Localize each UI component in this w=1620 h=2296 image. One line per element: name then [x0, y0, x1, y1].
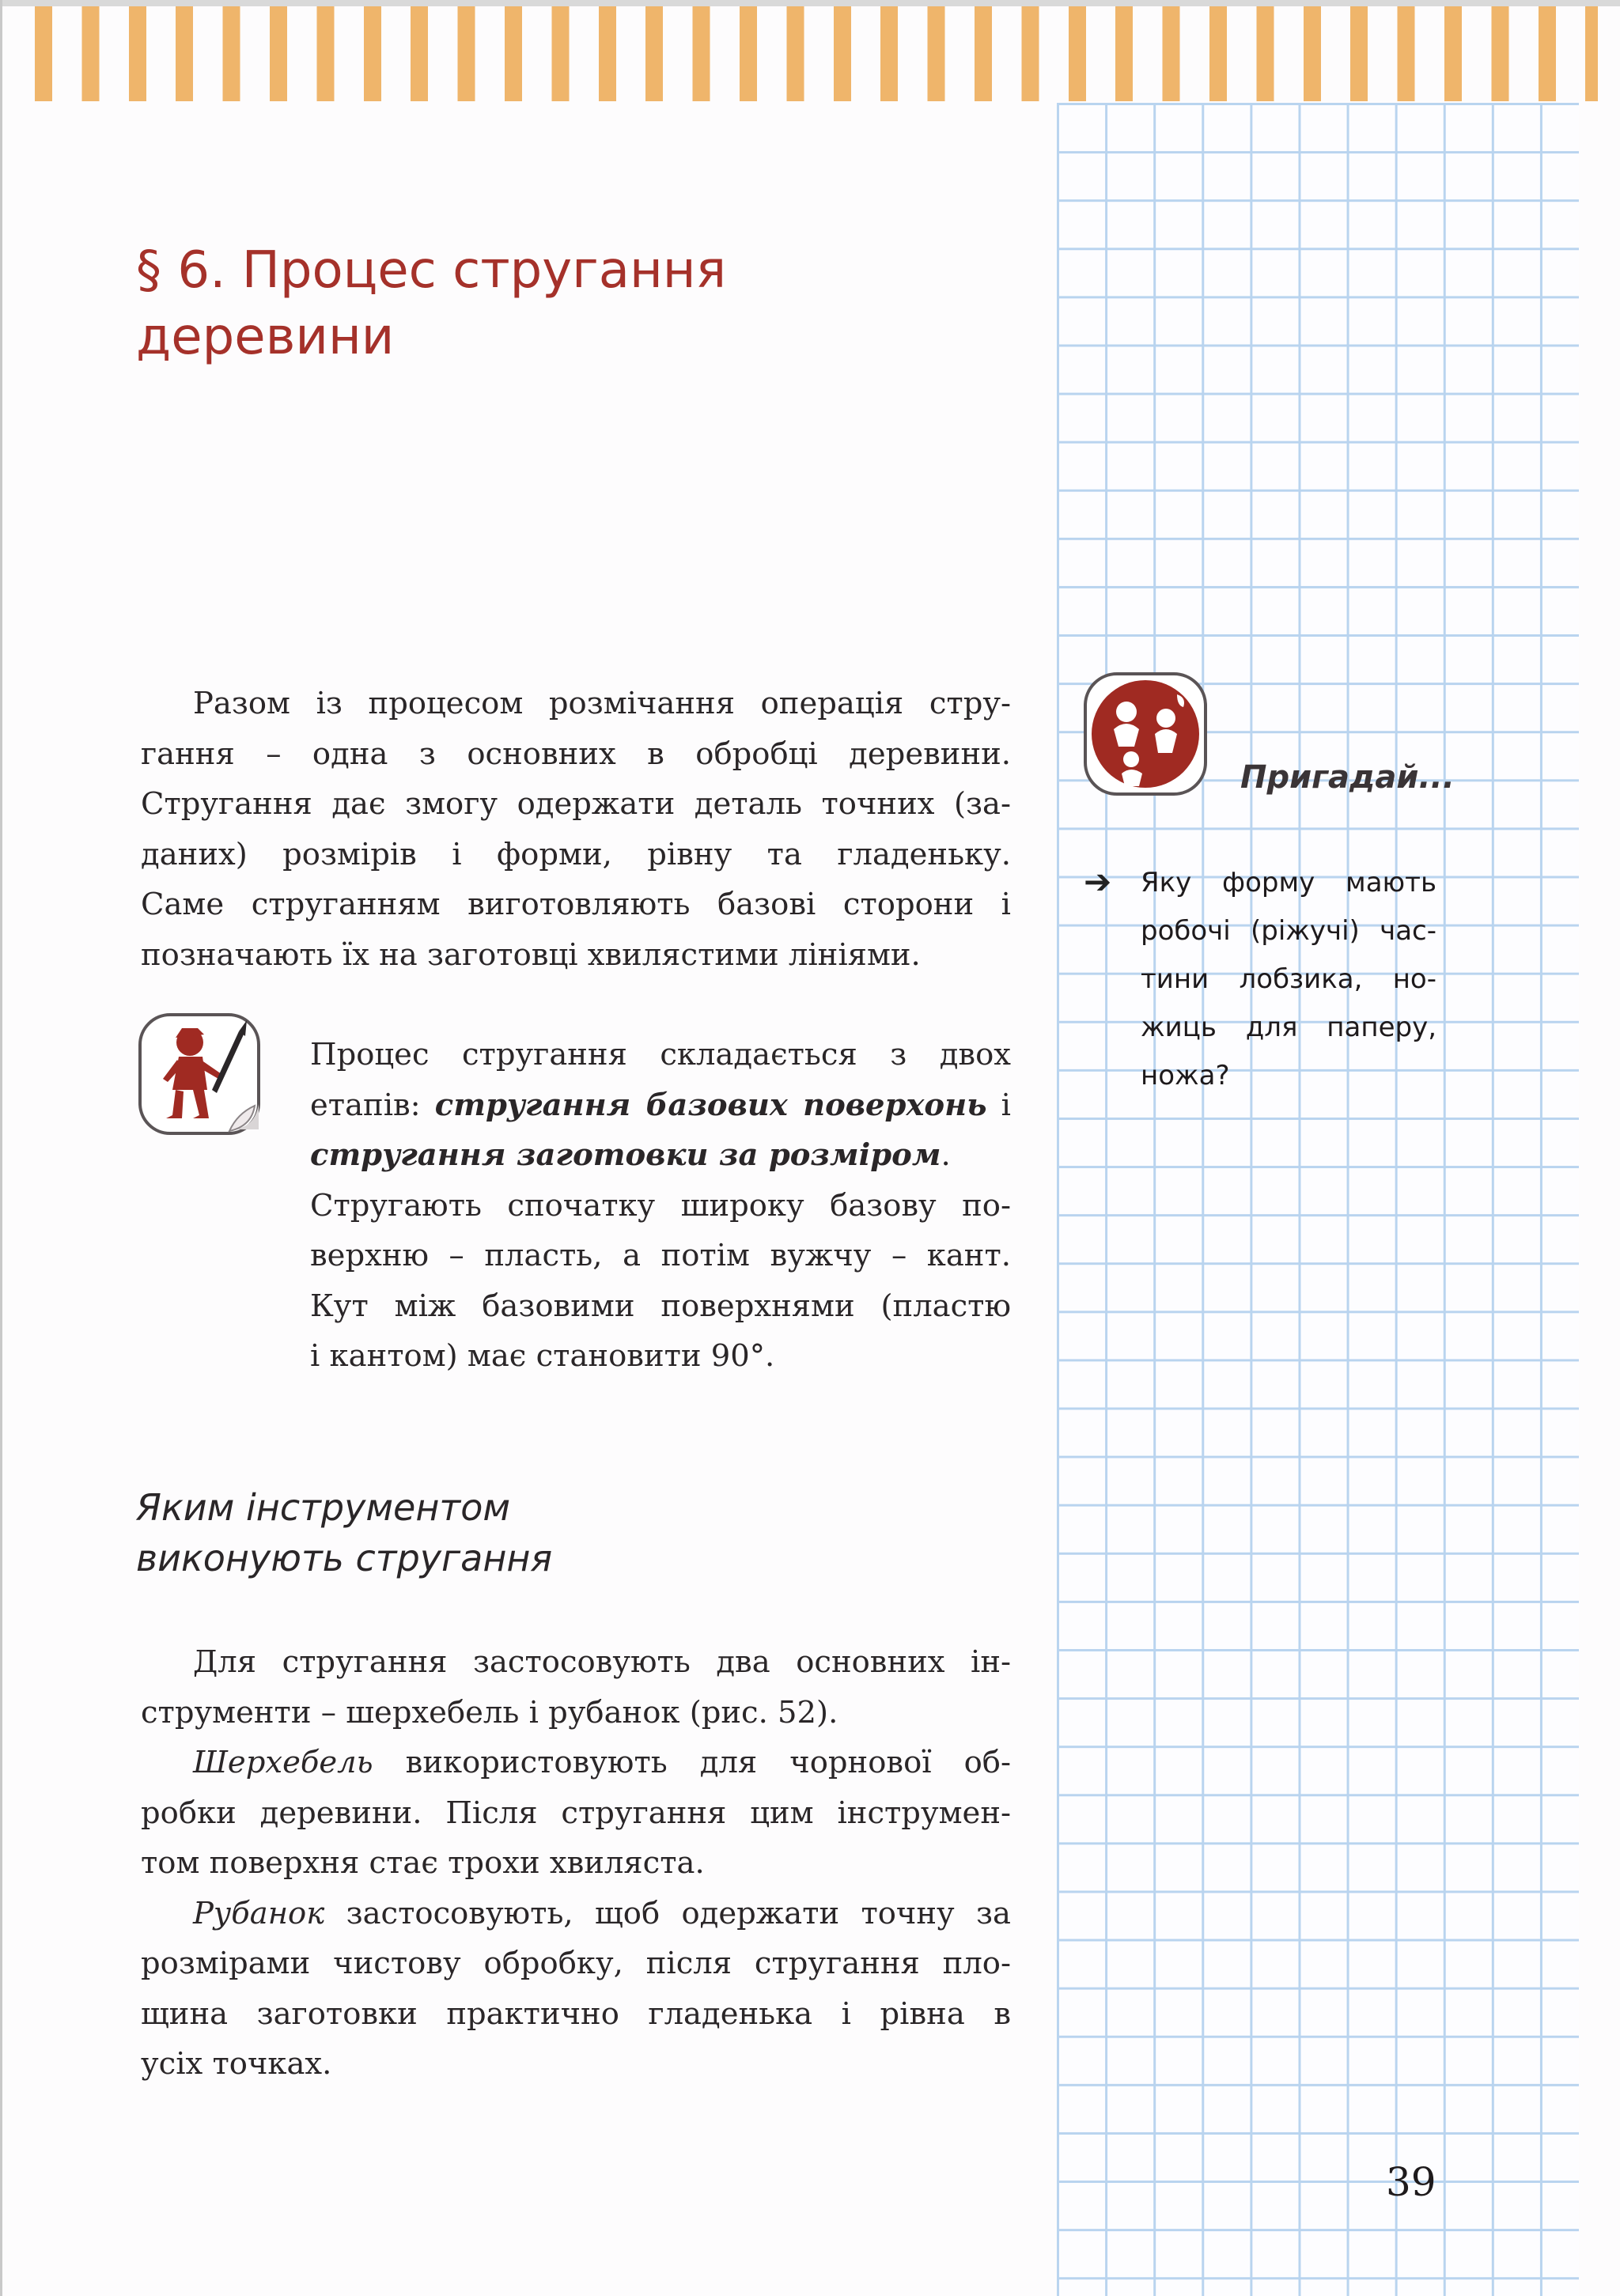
text-line: розмірами чистову обробку, після стругання пло- — [141, 1946, 1011, 1981]
text-line: робки деревини. Після стругання цим інструмен- — [141, 1795, 1011, 1831]
page-title — [136, 237, 927, 370]
boy-with-tool-icon — [136, 1011, 267, 1142]
sidebar-question — [1141, 859, 1436, 1100]
question-line: Яку форму мають — [1141, 867, 1436, 898]
question-line: тини лобзика, но- — [1141, 963, 1436, 995]
tools-paragraph — [141, 1637, 1011, 2090]
decorative-stripe-band — [35, 6, 1598, 101]
text-line — [141, 1738, 1011, 1788]
title-line: § 6. Процес стругання — [136, 241, 727, 300]
page-left-edge — [0, 0, 2, 2296]
text-line — [141, 1889, 1011, 1939]
arrow-right-icon: ➔ — [1084, 862, 1112, 901]
text-line: щина заготовки практично гладенька і рівна в — [141, 1995, 1011, 2032]
page-number: 39 — [1386, 2159, 1436, 2205]
text-line: Для стругання застосовують два основних ін- — [193, 1644, 1011, 1680]
text-line — [310, 1080, 1011, 1131]
text-line: даних) розмірів і форми, рівну та гладеньку. — [141, 836, 1011, 872]
section-subheading — [136, 1482, 552, 1583]
term-base-surfaces: стругання базових поверхонь — [434, 1087, 987, 1123]
stages-paragraph — [310, 1030, 1011, 1382]
question-line: робочі (ріжучі) час- — [1141, 915, 1436, 947]
text-line: Процес стругання складається з двох — [310, 1037, 1011, 1072]
text-line: верхню – пласть, а потім вужчу – кант. — [310, 1238, 1011, 1273]
text-span: застосовують, щоб одержати точну за — [324, 1895, 1011, 1931]
text-line — [310, 1130, 1011, 1181]
text-line: гання – одна з основних в обробці деревини. — [141, 736, 1011, 772]
title-line: деревини — [136, 308, 395, 366]
text-span: використовують для чорнової об- — [373, 1745, 1011, 1780]
intro-paragraph — [141, 679, 1011, 980]
text-line: Разом із процесом розмічання операція стру- — [193, 686, 1011, 721]
text-span: етапів: — [310, 1087, 435, 1123]
graph-paper-margin — [1057, 103, 1579, 2296]
text-line: усіх точках. — [141, 2046, 332, 2082]
top-border — [0, 0, 1620, 6]
term-sizing: стругання заготовки за розміром — [310, 1137, 941, 1173]
subheading-line: Яким інструментом — [136, 1486, 511, 1529]
subheading-line: виконують стругання — [136, 1537, 553, 1579]
text-line: Саме струганням виготовляють базові сторони і — [141, 887, 1011, 922]
text-line: Стругають спочатку широку базову по- — [310, 1187, 1011, 1224]
text-line: Стругання дає змогу одержати деталь точних (за- — [141, 786, 1011, 822]
term-rubanok: Рубанок — [193, 1895, 325, 1931]
question-line: жиць для паперу, — [1141, 1012, 1436, 1043]
thinking-figures-icon — [1082, 671, 1212, 800]
text-span: і — [986, 1087, 1011, 1123]
text-line: струменти – шерхебель і рубанок (рис. 52). — [141, 1694, 838, 1731]
remember-label: Пригадай... — [1240, 759, 1455, 796]
question-line: ножа? — [1141, 1060, 1230, 1091]
text-line: Кут між базовими поверхнями (пластю — [310, 1288, 1011, 1324]
text-line: позначають їх на заготовці хвилястими лініями. — [141, 936, 921, 973]
text-line: том поверхня стає трохи хвиляста. — [141, 1845, 705, 1881]
text-line: і кантом) має становити 90°. — [310, 1338, 775, 1374]
text-span: . — [941, 1137, 951, 1173]
term-sherhebel: Шерхебель — [193, 1745, 373, 1780]
